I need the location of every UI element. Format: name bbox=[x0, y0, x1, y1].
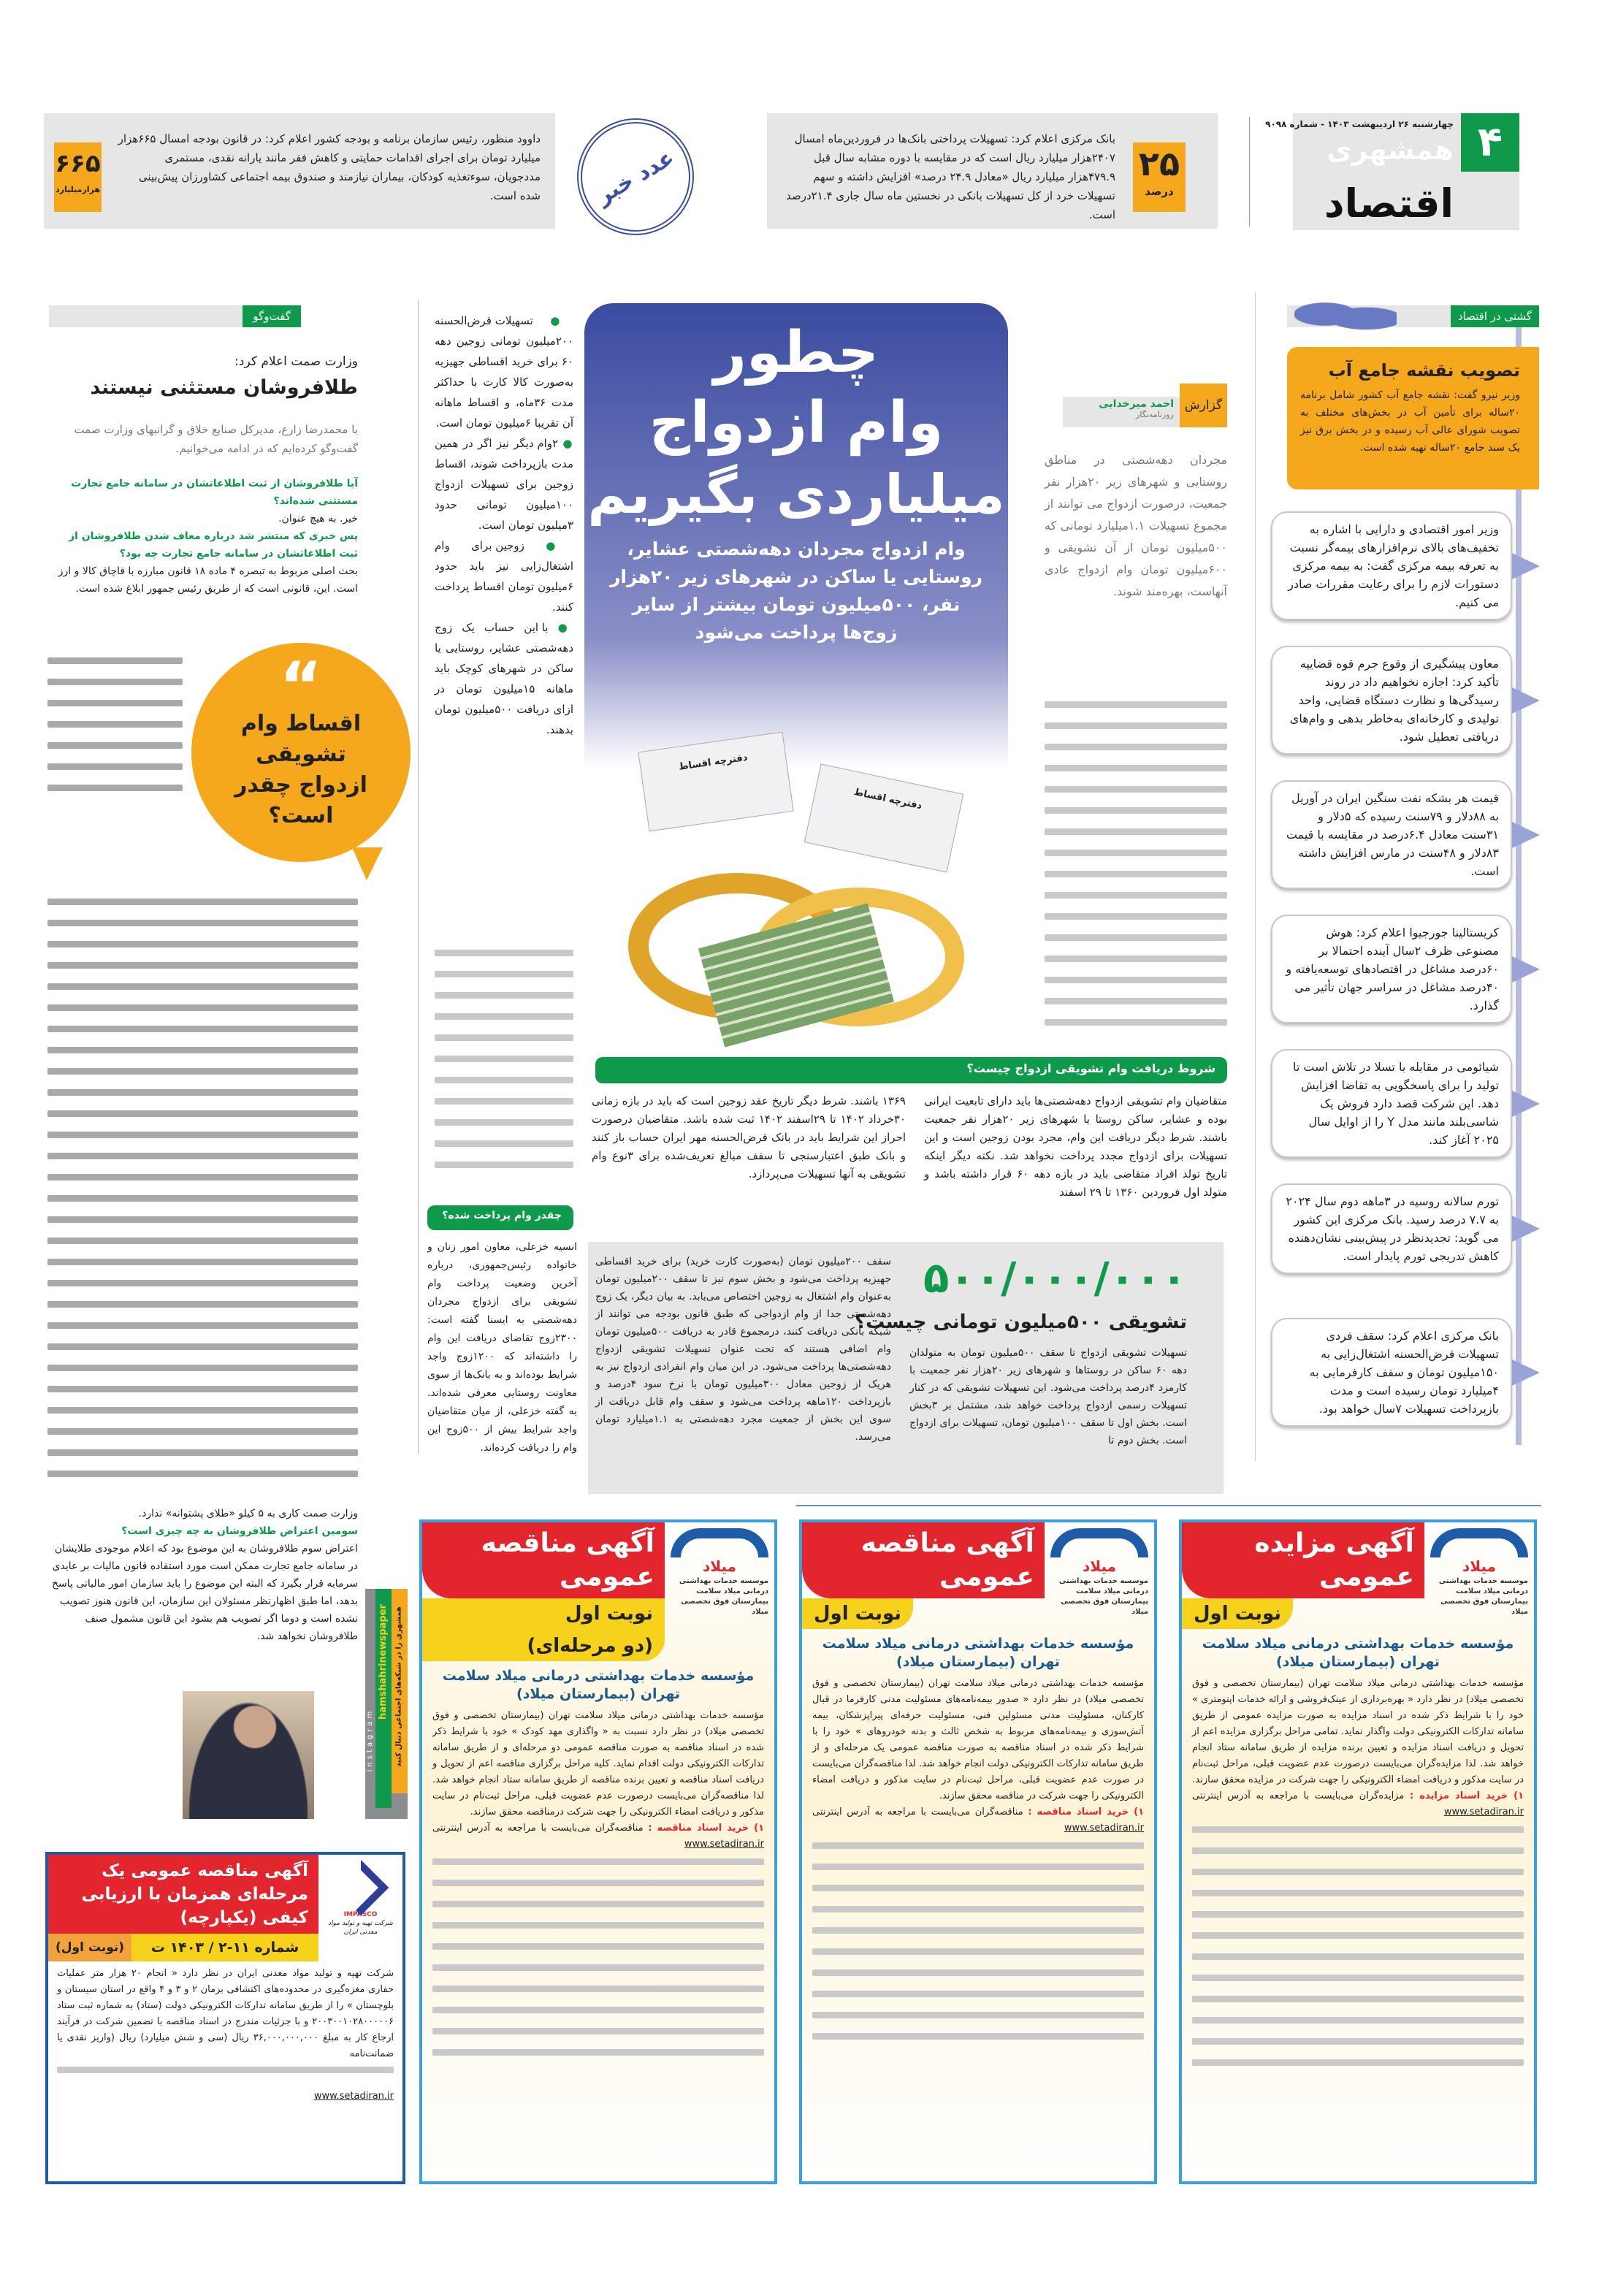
ad-round-text: نوبت اول bbox=[814, 1603, 902, 1625]
byline-box bbox=[1063, 397, 1180, 427]
bullet-text: با این حساب یک زوج دهه‌شصتی عشایر، روستایی یا ساکن در شهرهای کوچک باید ماهانه ۱۵میلیون تومان در ازای دریافت ۵۰۰میلیون تومان بدهند. bbox=[435, 621, 573, 736]
box-500-title: تشویقی ۵۰۰میلیون تومانی چیست؟ bbox=[855, 1311, 1187, 1333]
tour-header-bar bbox=[1287, 305, 1539, 327]
bullet-item: ● تسهیلات قرض‌الحسنه ۲۰۰میلیون تومانی زوجین دهه ۶۰ برای خرید اقساطی جهیزیه به‌صورت کالا کارت با حداکثر مدت ۳۶ماه، و اقساط ماهانه آن تقریبا ۶میلیون تومان است. bbox=[435, 314, 573, 430]
ad-title: آگهی مزایده عمومی bbox=[1182, 1522, 1424, 1598]
interview-header-bar bbox=[49, 305, 301, 327]
instagram-handle[interactable]: hamshahrinewspaper bbox=[378, 1604, 389, 1720]
page-number: ۴ bbox=[1461, 113, 1519, 172]
conditions-col1: متقاضیان وام تشویقی ازدواج دهه‌شصتی‌ها باید دارای تابعیت ایرانی بوده و عشایر، ساکن روستا یا شهرهای زیر ۲۰هزار نفر جمعیت باشند. شرط دیگر دریافت این وام، مجرد بودن زوجین است و این تسهیلات برای ازدواج مجدد پرداخت نخواهد شد. نکته دیگر اینکه تاریخ تولد افراد متقاضی باید در بازه دهه ۶۰ قرار داشته باشد و متولد اول فروردین ۱۳۶۰ تا ۲۹ اسفند bbox=[924, 1094, 1227, 1199]
ad-round: (نوبت اول) bbox=[48, 1934, 131, 1961]
box-500-text2: سقف ۲۰۰میلیون تومان (به‌صورت کارت خرید) برای خرید اقساطی جهیزیه پرداخت می‌شود و بخش سوم نیز تا سقف ۲۰۰میلیون تومان به‌عنوان وام اشتغال به زوجین اختصاص می‌یابد. به بیان دیگر، یک زوج دهه‌شصتی جدا از وام ازدواجی که طبق قانون بودجه می توانند از شبکه بانکی دریافت کنند، درمجموع قادر به دریافت ۵۰۰میلیون تومان وام اضافی هستند که تحت عنوان تسهیلات تشویقی ازدواج دهه‌شصتی‌ها پرداخت می‌شود. در این میان وام انفرادی ازدواج نیز به هریک از زوجین معادل ۳۰۰میلیون تومان با نرخ سود ۴درصد و بازپرداخت ۱۲۰ماهه پرداخت می‌شود و سقف وام قابل دریافت از سوی این بخش از جمعیت مجرد دهه‌شصتی به ۱.۱میلیارد تومان می‌رسد. bbox=[595, 1256, 891, 1443]
column-divider bbox=[418, 300, 419, 1454]
ad-title: آگهی مناقصه عمومی bbox=[422, 1522, 665, 1598]
instagram-strip bbox=[365, 1589, 408, 1819]
tour-item-text: شیائومی در مقابله با تسلا در تلاش است تا تولید را برای پاسخگویی به تقاضا افزایش دهد. این شرکت قصد دارد فروش یک شاسی‌بلند مانند مدل Y را از اوایل سال ۲۰۲۵ آغاز کند. bbox=[1292, 1060, 1499, 1147]
ad-item-label: ۱) خرید اسناد مزایده : bbox=[1410, 1790, 1524, 1801]
tour-lead-text: وزیر نیرو گفت: نقشه جامع آب کشور شامل برنامه ۲۰ساله برای تأمین آب در بخش‌های مختلف به تصویب شورای عالی آب رسیده و در بخش برق نیز یک سند جامع ۲۰ساله تهیه شده است. bbox=[1300, 389, 1520, 454]
tour-item bbox=[1271, 646, 1512, 755]
ad-tender-insurance bbox=[799, 1519, 1157, 2184]
paper-logo: همشهری bbox=[1326, 134, 1454, 166]
question: سومین اعتراض طلافروشان به چه چیزی است؟ bbox=[121, 1525, 358, 1537]
ad-number: شماره ۱۱-۲ / ۱۴۰۳ ت bbox=[131, 1934, 318, 1961]
interview-label: گفت‌وگو bbox=[243, 305, 301, 327]
answer: خیر. به هیچ عنوان. bbox=[278, 513, 358, 525]
impasco-logo bbox=[332, 1860, 388, 1915]
number-badge bbox=[1133, 142, 1186, 212]
number-text: بانک مرکزی اعلام کرد: تسهیلات پرداختی بانک‌ها در فروردین‌ماه امسال ۲۴۰۷هزار میلیارد ریال است که در مقایسه با دوره مشابه سال قبل ۴۷۹.۹هزار میلیارد ریال «معادل ۲۴.۹ درصد» افزایش داشته و سهم تسهیلات خرد از کل تسهیلات بانکی در نخستین ماه سال جاری ۲۱.۴درصد است. bbox=[786, 132, 1115, 221]
ad-item-text: مناقصه‌گران می‌بایست با مراجعه به آدرس اینترنتی bbox=[812, 1807, 1023, 1818]
number-text: داوود منظور، رئیس سازمان برنامه و بودجه کشور اعلام کرد: در قانون بودجه امسال ۶۶۵هزار میلیارد تومان برای اجرای اقدامات حمایتی و کاهش فقر مانند یارانه نقدی، مستمری مددجویان، سوءتغذیه کودکان، بیماران نیازمند و صندوق بیمه اجتماعی کشاورزان پیش‌بینی شده است. bbox=[118, 132, 541, 202]
ad-body-text: مؤسسه خدمات بهداشتی درمانی میلاد سلامت تهران (بیمارستان تخصصی و فوق تخصصی میلاد) در نظر دارد « بهره‌برداری از عینک‌فروشی و ارائه خدمات اپتومتری » خود را با شرایط ذکر شده در اسناد مزایده به صورت مزایده عمومی از طریق سامانه تدارکات الکترونیکی دولت واگذار نماید. تمامی مراحل برگزاری مزایده اعم از تحویل و دریافت اسناد مزایده و تعیین برنده مزایده از طریق سامانه ستاد انجام خواهد شد. لذا مزایده‌گران می‌بایست درصورت عدم عضویت قبلی، مراحل ثبت‌نام در سایت مذکور و دریافت امضاء الکترونیکی را جهت شرکت در مزایده محقق سازند. bbox=[1192, 1678, 1524, 1785]
bullet-item: ● با این حساب یک زوج دهه‌شصتی عشایر، روستایی یا ساکن در شهرهای کوچک باید ماهانه ۱۵میلیون تومان در ازای دریافت ۵۰۰میلیون تومان بدهند. bbox=[435, 621, 573, 736]
headline-panel bbox=[584, 303, 1008, 1052]
interview-title: طلافروشان مستثنی نیستند bbox=[90, 376, 358, 399]
ad-fine-print bbox=[432, 1858, 764, 2078]
author-role: روزنامه‌نگار bbox=[1136, 410, 1174, 419]
ad-heading: مؤسسه خدمات بهداشتی درمانی میلاد سلامت تهران (بیمارستان میلاد) bbox=[442, 1668, 755, 1702]
answer: بحث اصلی مربوط به تبصره ۴ ماده ۱۸ قانون مبارزه با قاچاق کالا و ارز است. این، قانونی است که از طریق رئیس جمهور ابلاغ شده است. bbox=[58, 565, 358, 595]
kicker: گزارش bbox=[1180, 384, 1227, 427]
interview-qa bbox=[47, 475, 358, 598]
number-news-right bbox=[767, 113, 1218, 229]
number-news-left bbox=[44, 113, 555, 229]
tour-lead-box bbox=[1287, 347, 1539, 489]
ad-impasco bbox=[45, 1852, 405, 2184]
box-500-text1: تسهیلات تشویقی ازدواج تا سقف ۵۰۰میلیون تومان به متولدان دهه ۶۰ ساکن در روستاها و شهرهای زیر ۲۰هزار نفر جمعیت با کارمزد ۴درصد پرداخت می‌شود. این تسهیلات تشویقی که در کنار تسهیلات رسمی ازدواج پرداخت خواهد شد، مشتمل بر ۳بخش است. بخش اول تا سقف ۱۰۰میلیون تومان، تسهیلات برای ازدواج است. بخش دوم تا bbox=[909, 1347, 1188, 1446]
number-value: ۲۵ bbox=[1138, 144, 1180, 183]
tour-item-text: بانک مرکزی اعلام کرد: سقف فردی تسهیلات قرض‌الحسنه اشتغال‌زایی به ۱۵۰میلیون تومان و سقف کارفرمایی به ۴میلیارد تومان رسیده است و مدت بازپرداخت تسهیلات ۷سال خواهد بود. bbox=[1309, 1329, 1499, 1416]
answer: وزارت صمت کاری به ۵ کیلو «طلای پشتوانه» ندارد. bbox=[138, 1508, 358, 1519]
quote-bubble-tail bbox=[352, 847, 383, 880]
tour-item-text: تورم سالانه روسیه در ۳ماهه دوم سال ۲۰۲۴ به ۷.۷ درصد رسید. بانک مرکزی این کشور می گوید: تجدیدنظر در پیش‌بینی نشان‌دهنده کاهش تدریجی تورم پایدار است. bbox=[1286, 1194, 1499, 1263]
ad-item-label: ۱) خرید اسناد مناقصه : bbox=[1028, 1807, 1145, 1818]
report-body-text bbox=[1045, 701, 1227, 1045]
quote-bubble bbox=[191, 643, 411, 862]
bullet-item: ● زوجین برای وام اشتغال‌زایی نیز باید حدود ۶میلیون تومان اقساط پرداخت کنند. bbox=[435, 539, 573, 614]
ad-body bbox=[1182, 1671, 1534, 2094]
report-lead: مجردان دهه‌شصتی در مناطق روستایی و شهرهای زیر ۲۰هزار نفر جمعیت، درصورت ازدواج می توانند از مجموع تسهیلات ۱.۱میلیارد تومانی که ۵۰۰میلیون تومان از آن تشویقی و ۶۰۰میلیون تومان وام ازدواج عادی آنهاست، بهره‌مند شوند. bbox=[1045, 453, 1227, 598]
tour-item bbox=[1271, 915, 1512, 1023]
milad-logo bbox=[665, 1522, 774, 1617]
ad-round-text: نوبت اول bbox=[1194, 1603, 1282, 1625]
tour-item bbox=[1271, 1049, 1512, 1158]
ad-titles bbox=[1182, 1522, 1424, 1629]
tour-label: گشتی در اقتصاد bbox=[1451, 305, 1539, 327]
interview-intro: با محمدرضا زارع، مدیرکل صنایع خلاق و گرانبهای وزارت صمت گفت‌وگو کرده‌ایم که در ادامه می‌خوانیم. bbox=[74, 423, 358, 455]
column-divider bbox=[1255, 292, 1256, 1461]
ad-item-text: مزایده‌گران می‌بایست با مراجعه به آدرس اینترنتی bbox=[1192, 1790, 1405, 1801]
ad-tender-kindergarten bbox=[419, 1519, 777, 2184]
paid-title: چقدر وام پرداخت شده؟ bbox=[427, 1205, 573, 1230]
ad-body bbox=[48, 1961, 402, 2109]
ad-fine-print bbox=[57, 2067, 394, 2089]
ad-org bbox=[1430, 1576, 1528, 1617]
interview-body-text bbox=[47, 899, 358, 1490]
ad-org bbox=[671, 1576, 768, 1617]
impasco-logo-text: IMPASCO bbox=[343, 1911, 378, 1918]
headline-line: میلیاردی بگیریم bbox=[587, 463, 1005, 526]
tour-item-text: قیمت هر بشکه نفت سنگین ایران در آوریل به ۸۸دلار و ۷۹سنت رسیده که ۵دلار و ۳۱سنت معادل ۶.۴درصد در مقایسه با قیمت ۸۳دلار و ۴۸سنت در مارس افزایش داشته است. bbox=[1286, 791, 1499, 878]
section-title: اقتصاد bbox=[1324, 180, 1454, 226]
tour-item bbox=[1271, 780, 1512, 889]
bullet-text: زوجین برای وام اشتغال‌زایی نیز باید حدود ۶میلیون تومان اقساط پرداخت کنند. bbox=[435, 539, 573, 614]
big-number: ۵۰۰/۰۰۰/۰۰۰ bbox=[923, 1253, 1187, 1303]
tour-item bbox=[1271, 511, 1512, 620]
ad-fine-print bbox=[812, 1842, 1144, 2062]
ad-round-extra: (دو مرحله‌ای) bbox=[527, 1635, 653, 1657]
logo-text: میلاد bbox=[1083, 1557, 1116, 1575]
world-map-icon bbox=[1294, 297, 1397, 340]
ad-title: آگهی مناقصه عمومی bbox=[802, 1522, 1045, 1598]
ad-heading: مؤسسه خدمات بهداشتی درمانی میلاد سلامت تهران (بیمارستان میلاد) bbox=[1202, 1636, 1514, 1670]
ad-org bbox=[1050, 1576, 1148, 1617]
conditions-title: شروط دریافت وام تشویقی ازدواج چیست؟ bbox=[595, 1057, 1227, 1083]
org-line: موسسه خدمات بهداشتی درمانی میلاد سلامت bbox=[1058, 1577, 1148, 1595]
ad-item-text: مناقصه‌گران می‌بایست با مراجعه به آدرس اینترنتی bbox=[432, 1823, 644, 1834]
ad-header bbox=[422, 1522, 774, 1661]
ad-titles bbox=[802, 1522, 1045, 1629]
interview-end bbox=[47, 1505, 358, 1645]
quote-marks-icon: “ bbox=[279, 648, 323, 725]
bullet-item: ● ۲وام دیگر نیز اگر در همین مدت بازپرداخت شوند، اقساط زوجین برای تسهیلات ازدواج ۱۰۰میلیون تومانی حدود ۳میلیون تومان است. bbox=[435, 437, 573, 532]
ad-body bbox=[422, 1704, 774, 2082]
ad-round-text: نوبت اول bbox=[565, 1603, 653, 1625]
org-line: بیمارستان فوق تخصصی میلاد bbox=[1061, 1598, 1148, 1616]
logo-text: میلاد bbox=[703, 1557, 736, 1575]
report-byline bbox=[1030, 384, 1227, 427]
question: پس خبری که منتشر شد درباره معاف شدن طلافروشان از ثبت اطلاعاتشان در سامانه جامع تجارت چه بود؟ bbox=[69, 530, 358, 560]
ad-heading: مؤسسه خدمات بهداشتی درمانی میلاد سلامت تهران (بیمارستان میلاد) bbox=[822, 1636, 1134, 1670]
number-unit: درصد bbox=[1145, 185, 1174, 198]
ad-title: آگهی مناقصه عمومی یک مرحله‌ای همزمان با ارزیابی کیفی (یکپارچه) bbox=[48, 1855, 318, 1934]
timeline-bar bbox=[1516, 327, 1522, 1445]
ad-body-text: شرکت تهیه و تولید مواد معدنی ایران در نظر دارد « انجام ۲۰ هزار متر عملیات حفاری مغزه‌گیری در محدوده‌های اکتشافی بزمان ۲ و ۳ و ۴ واقع در استان سیستان و بلوچستان » را از طریق سامانه تدارکات الکترونیکی دولت (ستاد) به شماره ثبت ستاد ۲۰۰۳۰۰۱۰۲۸۰۰۰۰۰۶ و با جزئیات مندرج در اسناد مناقصه با تضمین شرکت در فرآیند ارجاع کار به مبلغ ۳۶,۰۰۰,۰۰۰,۰۰۰ ریال (سی و شش میلیارد) ریال (واریز نقدی یا ضمانت‌نامه bbox=[57, 1968, 394, 2059]
number-unit: هزارمیلیارد bbox=[56, 185, 100, 194]
issue-date: چهارشنبه ۲۶ اردیبهشت ۱۴۰۳ - شماره ۹۰۹۸ bbox=[1265, 119, 1454, 129]
conditions-col2: ۱۳۶۹ باشند. شرط دیگر تاریخ عقد زوجین است که باید در بازه زمانی ۳۰خرداد ۱۴۰۲ تا ۲۹اسفند ۱۴۰۲ ثبت شده باشد. متقاضیان درصورت احراز این شرایط باید در بانک قرض‌الحسنه مهر ایران حساب باز کنند و بانک طبق اعتبارسنجی تا سقف مبالغ تعریف‌شده برای ۳نوع وام تشویقی به آنها تسهیلات می‌پردازد. bbox=[592, 1094, 906, 1181]
tour-item bbox=[1271, 1183, 1512, 1274]
ad-round bbox=[1182, 1598, 1293, 1629]
header-divider bbox=[1249, 117, 1250, 226]
number-value: ۶۶۵ bbox=[55, 149, 101, 178]
impasco-org: شرکت تهیه و تولید مواد معدنی ایران bbox=[328, 1920, 393, 1936]
interviewee-photo bbox=[183, 1691, 314, 1819]
ad-auction bbox=[1179, 1519, 1537, 2184]
ad-titles bbox=[422, 1522, 665, 1661]
bullet-text: ۲وام دیگر نیز اگر در همین مدت بازپرداخت شوند، اقساط زوجین برای تسهیلات ازدواج ۱۰۰میلیون تومانی حدود ۳میلیون تومان است. bbox=[435, 437, 573, 532]
org-line: موسسه خدمات بهداشتی درمانی میلاد سلامت bbox=[679, 1577, 768, 1595]
box-500 bbox=[588, 1242, 1224, 1494]
interview-body-text bbox=[47, 657, 183, 825]
ad-header bbox=[802, 1522, 1154, 1629]
stamp bbox=[577, 118, 694, 235]
org-line: موسسه خدمات بهداشتی درمانی میلاد سلامت bbox=[1438, 1577, 1528, 1595]
ad-round bbox=[422, 1598, 665, 1661]
org-line: بیمارستان فوق تخصصی میلاد bbox=[681, 1598, 768, 1616]
paid-text: انسیه خزعلی، معاون امور زنان و خانواده رئیس‌جمهوری، درباره آخرین وضعیت پرداخت وام تشویقی برای ازدواج مجردان دهه‌شصتی به ایسنا گفته است: ۲۳۰۰زوج تقاضای دریافت این وام را داشته‌اند که ۱۲۰۰زوج واجد شرایط بوده‌اند و به بانک‌ها از سوی معاونت روستایی معرفی شده‌اند. به گفته خزعلی، از میان متقاضیان واجد شرایط بیش از ۵۰۰زوج این وام را دریافت کرده‌اند. bbox=[427, 1241, 577, 1454]
question: آیا طلافروشان از ثبت اطلاعاتشان در سامانه جامع تجارت مستثنی شده‌اند؟ bbox=[71, 478, 358, 507]
ad-body-text: مؤسسه خدمات بهداشتی درمانی میلاد سلامت تهران (بیمارستان تخصصی و فوق تخصصی میلاد) در نظر دارد « صدور بیمه‌نامه‌های مسئولیت مدنی کارفرما در قبال کارکنان، مسئولیت مدنی مسئولین فنی، مسئولیت حرفه‌ای پیراپزشکان، بیمه آتش‌سوزی و بیمه‌نامه‌های مربوط به شخص ثالث و بدنه خودروهای » خود را با شرایط ذکر شده در اسناد مناقصه به صورت مناقصه عمومی یک مرحله‌ای و از طریق سامانه تدارکات الکترونیکی دولت انجام خواهد شد. لذا مناقصه‌گران می‌بایست در صورت عدم عضویت قبلی، مراحل ثبت‌نام در سایت مذکور و دریافت امضاء الکترونیکی را جهت شرکت در مناقصه محقق سازند. bbox=[812, 1678, 1144, 1801]
tour-item-text: کریستالینا جورجیوا اعلام کرد: هوش مصنوعی ظرف ۲سال آینده احتمالا بر ۶۰درصد مشاغل در اقتصادهای توسعه‌یافته و ۴۰درصد مشاغل در سراسر جهان تأثیر می گذارد. bbox=[1286, 926, 1499, 1012]
ad-titles bbox=[48, 1855, 318, 1961]
loan-booklet-image: دفترچه اقساط bbox=[638, 732, 793, 832]
author-name: احمد میرخدایی bbox=[1099, 398, 1174, 410]
ad-url-link[interactable]: www.setadiran.ir bbox=[684, 1839, 764, 1850]
ad-body-text: مؤسسه خدمات بهداشتی درمانی میلاد سلامت تهران (بیمارستان تخصصی و فوق تخصصی میلاد) در نظر دارد نسبت به « واگذاری مهد کودک » خود با شرایط ذکر شده در اسناد مناقصه به صورت مناقصه عمومی دو مرحله‌ای و از طریق سامانه تدارکات الکترونیکی دولت اقدام نماید. کلیه مراحل برگزاری مناقصه اعم از تحویل و دریافت اسناد مناقصه و تعیین برنده مناقصه از طریق سامانه ستاد انجام خواهد شد. لذا مناقصه‌گران می‌بایست درصورت عدم عضویت قبلی، مراحل ثبت‌نام در سایت مذکور و دریافت امضاء الکترونیکی را جهت شرکت درمناقصه محقق سازند. bbox=[432, 1710, 764, 1818]
ad-item-label: ۱) خرید اسناد مناقصه : bbox=[648, 1823, 765, 1834]
milad-logo bbox=[1424, 1522, 1534, 1617]
bullet-text: تسهیلات قرض‌الحسنه ۲۰۰میلیون تومانی زوجین دهه ۶۰ برای خرید اقساطی جهیزیه به‌صورت کالا کارت با حداکثر مدت ۳۶ماه، و اقساط ماهانه آن تقریبا ۶میلیون تومان است. bbox=[435, 314, 573, 430]
ad-header bbox=[1182, 1522, 1534, 1629]
milad-logo bbox=[1045, 1522, 1154, 1617]
ads-divider bbox=[796, 1505, 1541, 1506]
impasco-brand bbox=[318, 1855, 402, 1937]
interview-pretitle: وزارت صمت اعلام کرد: bbox=[234, 354, 358, 369]
installments-column bbox=[435, 310, 573, 740]
subheadline: وام ازدواج مجردان دهه‌شصتی عشایر، روستایی یا ساکن در شهرهای زیر ۲۰هزار نفر، ۵۰۰میلیون تومان بیشتر از سایر زوج‌ها پرداخت می‌شود bbox=[609, 538, 982, 643]
quote-text: اقساط وام تشویقی ازدواج چقدر است؟ bbox=[234, 711, 367, 828]
headline-line: وام ازدواج bbox=[649, 390, 944, 456]
org-line: بیمارستان فوق تخصصی میلاد bbox=[1440, 1598, 1528, 1616]
answer: اعتراض سوم طلافروشان به این موضوع بود که اعلام موجودی طلایشان در سامانه جامع تجارت ممکن است مورد استفاده قانون مالیات بر عایدی سرمایه قرار بگیرد که البته این موضوع را باید سازمان امور مالیاتی پاسخ بدهد، اما طبق اظهارنظر مسئولان این سازمان، این قانون هنوز تصویب نشده است و دوما اگر تصویب هم بشود این قانون مشمول صنف طلافروشان نخواهد شد. bbox=[51, 1543, 358, 1642]
tour-item bbox=[1271, 1318, 1512, 1427]
ad-fine-print bbox=[1192, 1826, 1524, 2089]
ad-url-link[interactable]: www.setadiran.ir bbox=[313, 2091, 394, 2102]
stamp-label: عدد خبر bbox=[592, 144, 679, 210]
instagram-label[interactable]: instagram bbox=[366, 1708, 374, 1772]
installments-more-text bbox=[435, 950, 573, 1191]
ad-url-link[interactable]: www.setadiran.ir bbox=[1064, 1823, 1144, 1834]
loan-booklet-image: دفترچه اقساط bbox=[804, 763, 963, 872]
ad-url-link[interactable]: www.setadiran.ir bbox=[1443, 1807, 1524, 1818]
number-badge bbox=[54, 142, 102, 212]
masthead bbox=[1265, 113, 1519, 230]
ad-number-row bbox=[48, 1934, 318, 1961]
tour-item-text: معاون پیشگیری از وقوع جرم قوه قضاییه تأکید کرد: اجازه نخواهیم داد در روند رسیدگی‌ها و نظارت دستگاه قضایی، واحد تولیدی و کارخانه‌ای به‌خاطر بدهی و وام‌های دریافتی تعطیل شود. bbox=[1289, 657, 1499, 744]
ad-header bbox=[48, 1855, 402, 1961]
headline-line: چطور bbox=[713, 320, 879, 386]
ad-body bbox=[802, 1671, 1154, 2066]
logo-text: میلاد bbox=[1462, 1557, 1496, 1575]
instagram-cta: همشهری را در شبکه‌های اجتماعی دنبال کنید bbox=[394, 1606, 403, 1767]
tour-item-text: وزیر امور اقتصادی و دارایی با اشاره به تخفیف‌های بالای نرم‌افزارهای بیمه‌گر نسبت به تعرفه بیمه مرکزی گفت: به بیمه مرکزی دستورات لازم را برای رعایت مقررات صادر می کنیم. bbox=[1288, 522, 1499, 609]
ad-round bbox=[802, 1598, 913, 1629]
tour-lead-title: تصویب نقشه جامع آب bbox=[1328, 360, 1520, 381]
